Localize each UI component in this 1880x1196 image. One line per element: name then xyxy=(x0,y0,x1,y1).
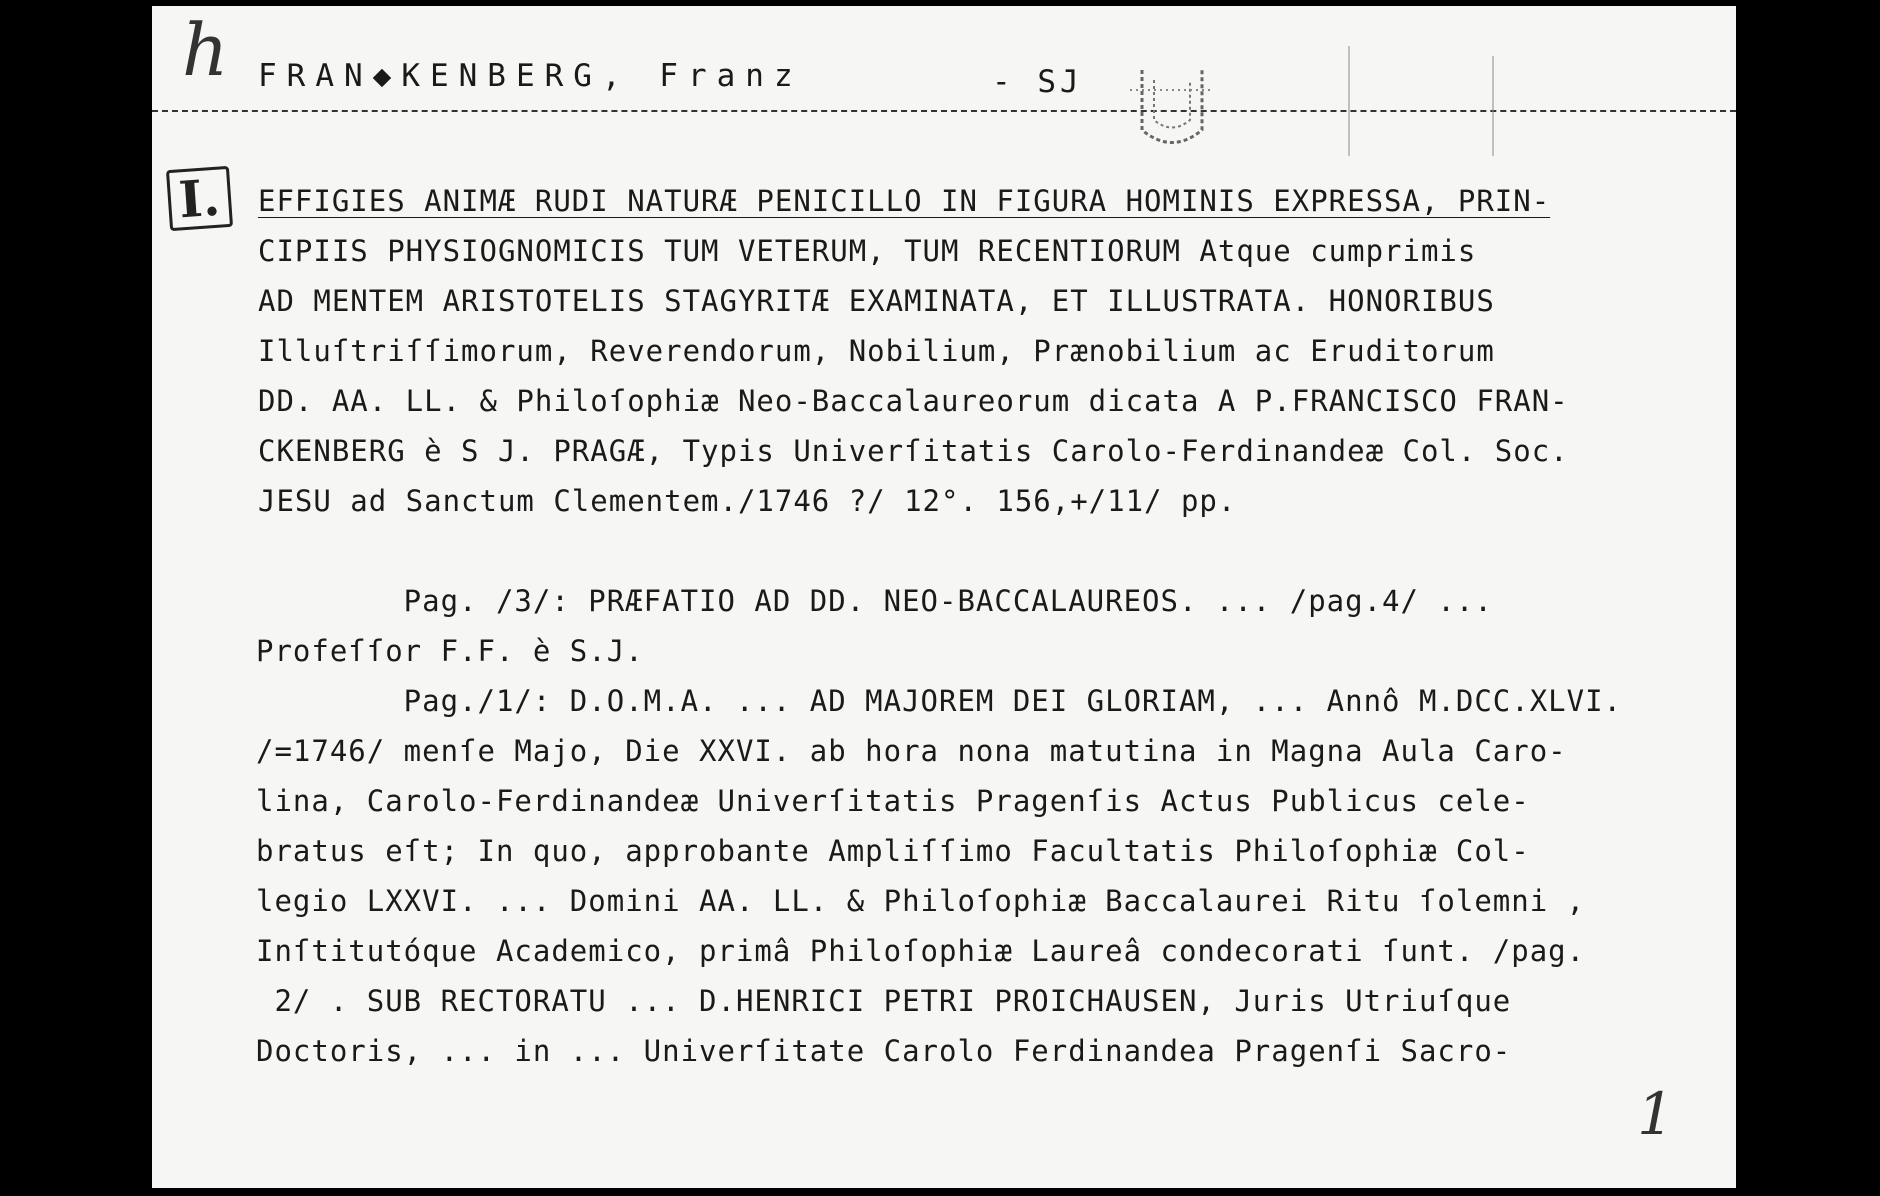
order-abbreviation: - SJ xyxy=(992,64,1083,100)
index-mark: I. xyxy=(166,166,233,231)
catalog-card xyxy=(152,6,1736,1188)
bib-line: CKENBERG è S J. PRAGÆ, Typis Univerſitatis Carolo-Ferdinandeæ Col. Soc. xyxy=(258,434,1569,468)
note-line: legio LXXVI. ... Domini AA. LL. & Philoſophiæ Baccalaurei Ritu ſolemni , xyxy=(256,884,1586,918)
note-line: bratus eſt; In quo, approbante Ampliſſimo Facultatis Philoſophiæ Col- xyxy=(256,834,1530,868)
author-name: FRAN◆KENBERG, Franz xyxy=(258,58,803,94)
page-number: 1 xyxy=(1637,1080,1674,1148)
note-line: Profeſſor F.F. è S.J. xyxy=(256,634,644,668)
library-stamp-icon xyxy=(1112,50,1232,160)
note-line: Pag./1/: D.O.M.A. ... AD MAJOREM DEI GLORIAM, ... Annô M.DCC.XLVI. xyxy=(256,684,1623,718)
bib-line: AD MENTEM ARISTOTELIS STAGYRITÆ EXAMINATA, ET ILLUSTRATA. HONORIBUS xyxy=(258,284,1495,318)
note-line: /=1746/ menſe Majo, Die XXVI. ab hora nona matutina in Magna Aula Caro- xyxy=(256,734,1567,768)
margin-tick xyxy=(1348,46,1350,156)
bibliographic-entry xyxy=(258,176,1698,526)
content-notes xyxy=(256,576,1696,1076)
bib-line: DD. AA. LL. & Philoſophiæ Neo-Baccalaureorum dicata A P.FRANCISCO FRAN- xyxy=(258,384,1569,418)
margin-tick xyxy=(1492,56,1494,156)
bib-line: EFFIGIES ANIMÆ RUDI NATURÆ PENICILLO IN FIGURA HOMINIS EXPRESSA, PRIN- xyxy=(258,184,1551,218)
note-line: Pag. /3/: PRÆFATIO AD DD. NEO-BACCALAUREOS. ... /pag.4/ ... xyxy=(256,584,1493,618)
note-line: 2/ . SUB RECTORATU ... D.HENRICI PETRI PROICHAUSEN, Juris Utriuſque xyxy=(256,984,1512,1018)
bib-line: CIPIIS PHYSIOGNOMICIS TUM VETERUM, TUM RECENTIORUM Atque cumprimis xyxy=(258,234,1477,268)
note-line: Doctoris, ... in ... Univerſitate Carolo Ferdinandea Pragenſi Sacro- xyxy=(256,1034,1512,1068)
note-line: lina, Carolo-Ferdinandeæ Univerſitatis Pragenſis Actus Publicus cele- xyxy=(256,784,1530,818)
corner-mark: h xyxy=(182,8,229,92)
card-header xyxy=(152,6,1736,112)
bib-line: Illuſtriſſimorum, Reverendorum, Nobilium, Prænobilium ac Eruditorum xyxy=(258,334,1495,368)
note-line: Inſtitutóque Academico, primâ Philoſophiæ Laureâ condecorati ſunt. /pag. xyxy=(256,934,1586,968)
bib-line: JESU ad Sanctum Clementem./1746 ?/ 12°. 156,+/11/ pp. xyxy=(258,484,1237,518)
